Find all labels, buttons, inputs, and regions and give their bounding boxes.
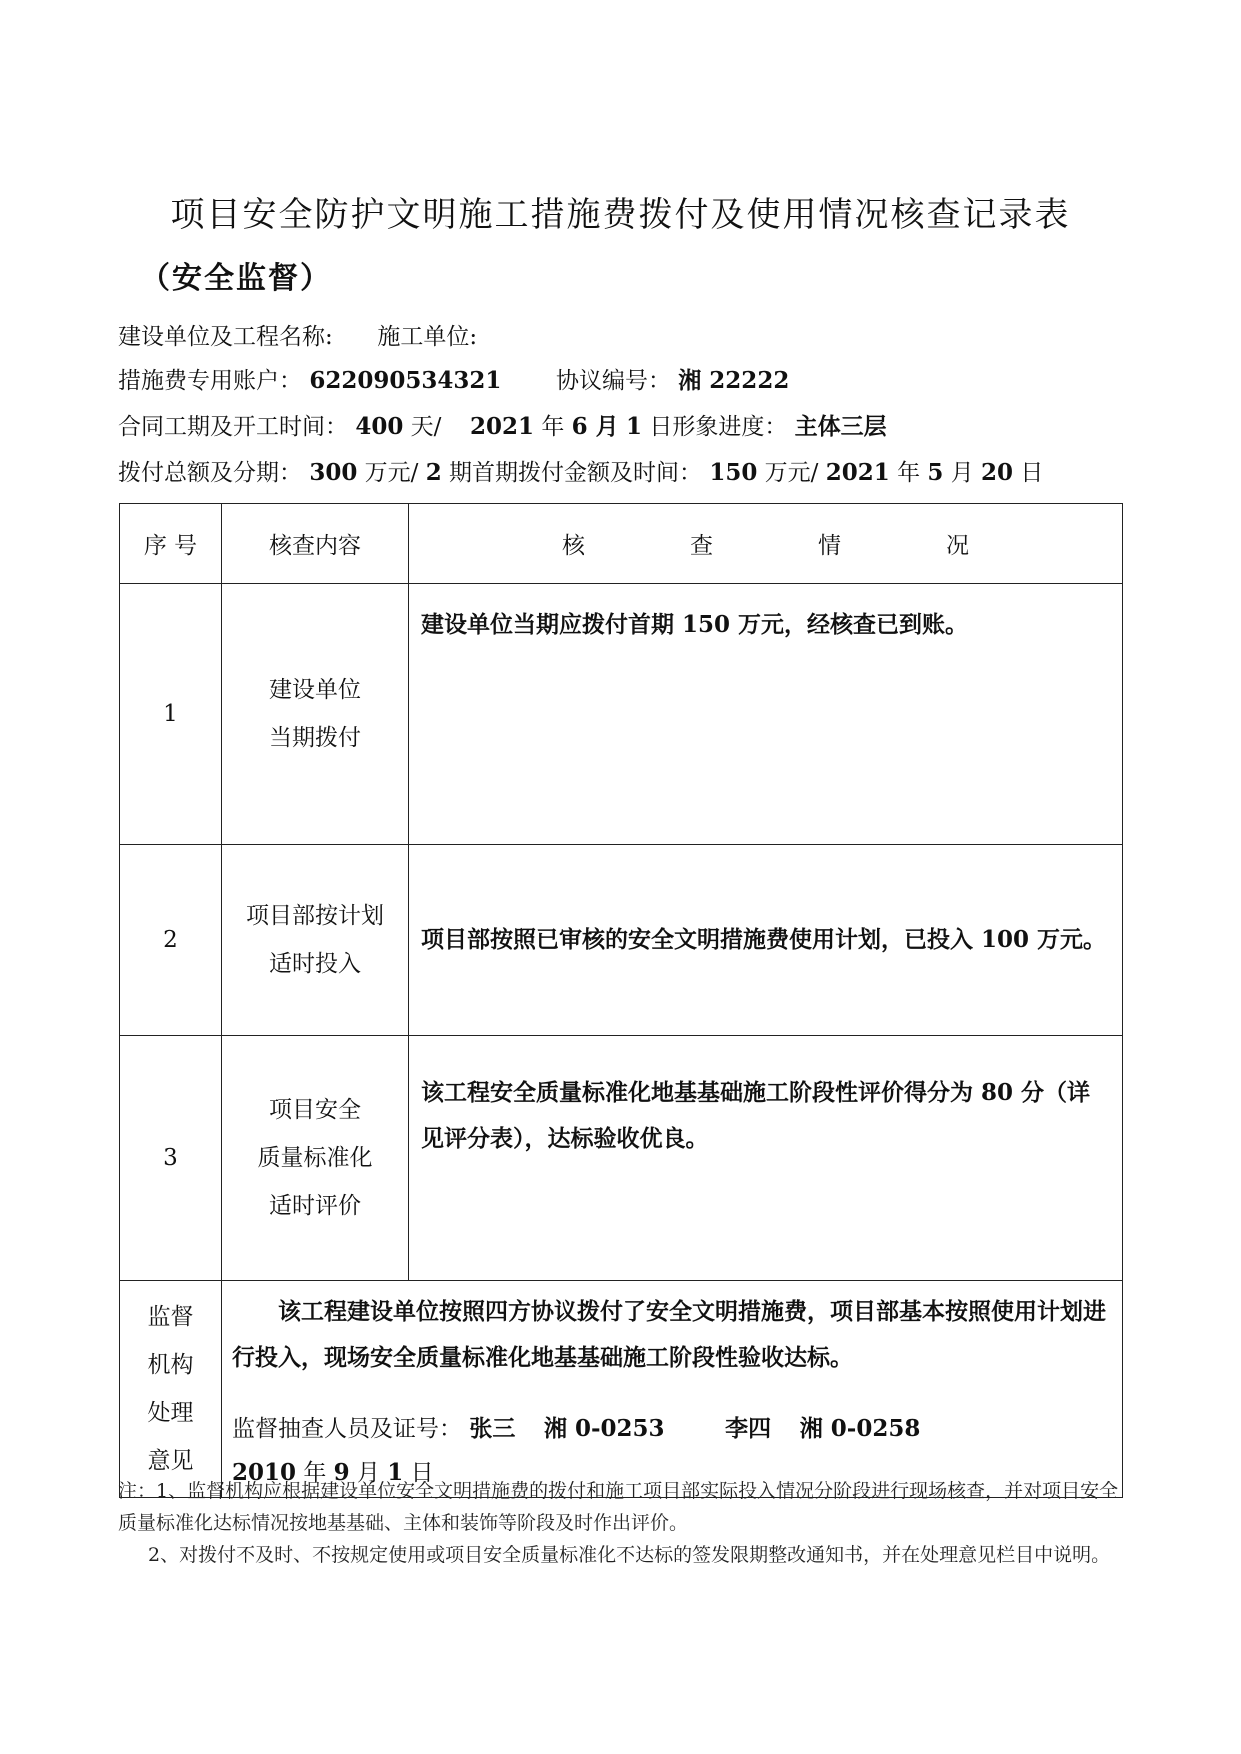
header-check-char: 核 — [562, 533, 585, 559]
row-item — [222, 584, 409, 845]
row-detail: 该工程安全质量标准化地基基础施工阶段性评价得分为 80 分（详见评分表），达标验收优良。 — [409, 1036, 1123, 1281]
date-year: 2010 — [232, 1459, 297, 1486]
account-number: 622090534321 — [309, 367, 502, 394]
first-amount: 150 — [709, 459, 758, 486]
opinion-label-line: 意见 — [147, 1448, 194, 1474]
row-item-line: 建设单位 — [269, 677, 361, 703]
date-day-unit: 日 — [410, 1460, 434, 1486]
date-year-unit: 年 — [303, 1460, 327, 1486]
row-item — [222, 1036, 409, 1281]
info-line-payment — [118, 454, 1043, 487]
row-item-line: 适时评价 — [269, 1193, 361, 1219]
start-day: 1 — [625, 413, 642, 440]
inspector-name: 李四 — [725, 1415, 772, 1442]
inspector-label: 监督抽查人员及证号： — [232, 1416, 462, 1442]
pay-month: 5 — [927, 459, 944, 486]
header-check-char: 况 — [946, 533, 969, 559]
total-amount: 300 — [309, 459, 358, 486]
pay-year-unit: 年 — [897, 460, 921, 486]
pay-day: 20 — [981, 459, 1014, 486]
progress-value: 主体三层 — [794, 413, 887, 440]
info-line-account — [118, 362, 789, 395]
row-item-line: 适时投入 — [269, 951, 361, 977]
row-item-line: 当期拨付 — [269, 725, 361, 751]
footnote-1: 注：1、监督机构应根据建设单位安全文明措施费的拨付和施工项目部实际投入情况分阶段进行现场核查，并对项目安全质量标准化达标情况按地基基础、主体和装饰等阶段及时作出评价。 — [118, 1480, 1119, 1534]
label-agreement: 协议编号： — [555, 368, 671, 394]
pay-day-unit: 日 — [1020, 460, 1044, 486]
inspector-signature-line — [232, 1407, 1116, 1451]
header-item: 核查内容 — [222, 504, 409, 584]
header-no: 序 号 — [120, 504, 222, 584]
row-number: 3 — [120, 1036, 222, 1281]
table-row — [120, 845, 1123, 1036]
header-check-char: 查 — [690, 533, 713, 559]
inspector-name: 张三 — [469, 1415, 516, 1442]
days-unit: 天/ — [410, 414, 442, 440]
row-number: 2 — [120, 845, 222, 1036]
start-day-unit: 日形象进度： — [649, 414, 788, 440]
row-item — [222, 845, 409, 1036]
opinion-label-line: 处理 — [147, 1400, 194, 1426]
date-day: 1 — [387, 1459, 404, 1486]
page-subtitle: （安全监督） — [140, 261, 332, 296]
contract-days: 400 — [355, 413, 404, 440]
header-check-char: 情 — [818, 533, 841, 559]
table-row — [120, 1036, 1123, 1281]
row-detail: 建设单位当期应拨付首期 150 万元，经核查已到账。 — [409, 584, 1123, 845]
label-contractor: 施工单位: — [377, 324, 478, 350]
opinion-body — [222, 1281, 1123, 1498]
opinion-text: 该工程建设单位按照四方协议拨付了安全文明措施费，项目部基本按照使用计划进行投入，现场安全质量标准化地基基础施工阶段性验收达标。 — [232, 1298, 1106, 1371]
inspector-cert: 湘 0-0258 — [799, 1415, 921, 1442]
row-item-line: 项目安全 — [269, 1097, 361, 1123]
start-month: 6 月 — [571, 413, 619, 440]
date-month-unit: 月 — [356, 1460, 380, 1486]
opinion-row — [120, 1281, 1123, 1498]
label-account: 措施费专用账户： — [118, 368, 302, 394]
periods-count: 2 — [425, 459, 442, 486]
header-check — [409, 504, 1123, 584]
total-unit: 万元/ — [364, 460, 419, 486]
info-line-schedule — [118, 408, 887, 441]
page-title: 项目安全防护文明施工措施费拨付及使用情况核查记录表 — [170, 195, 1071, 235]
table-header-row — [120, 504, 1123, 584]
footnote-2: 2、对拨付不及时、不按规定使用或项目安全质量标准化不达标的签发限期整改通知书，并在处理意见栏目中说明。 — [148, 1544, 1111, 1566]
pay-year: 2021 — [825, 459, 890, 486]
periods-unit: 期首期拨付金额及时间： — [449, 460, 703, 486]
label-payment: 拨付总额及分期： — [118, 460, 302, 486]
info-line-project — [118, 318, 477, 351]
label-schedule: 合同工期及开工时间： — [118, 414, 348, 440]
inspector-cert: 湘 0-0253 — [543, 1415, 665, 1442]
row-detail: 项目部按照已审核的安全文明措施费使用计划，已投入 100 万元。 — [409, 845, 1123, 1036]
opinion-label-line: 监督 — [147, 1304, 194, 1330]
start-year-unit: 年 — [541, 414, 565, 440]
first-unit: 万元/ — [764, 460, 819, 486]
agreement-number: 湘 22222 — [678, 367, 790, 394]
row-item-line: 项目部按计划 — [246, 903, 384, 929]
opinion-label — [120, 1281, 222, 1498]
footnotes — [118, 1475, 1128, 1571]
pay-month-unit: 月 — [950, 460, 974, 486]
table-row — [120, 584, 1123, 845]
row-item-line: 质量标准化 — [257, 1145, 373, 1171]
row-number: 1 — [120, 584, 222, 845]
label-builder-project: 建设单位及工程名称: — [118, 324, 333, 350]
inspection-record-table — [119, 503, 1123, 1498]
opinion-label-line: 机构 — [147, 1352, 194, 1378]
start-year: 2021 — [470, 413, 535, 440]
date-month: 9 — [333, 1459, 350, 1486]
